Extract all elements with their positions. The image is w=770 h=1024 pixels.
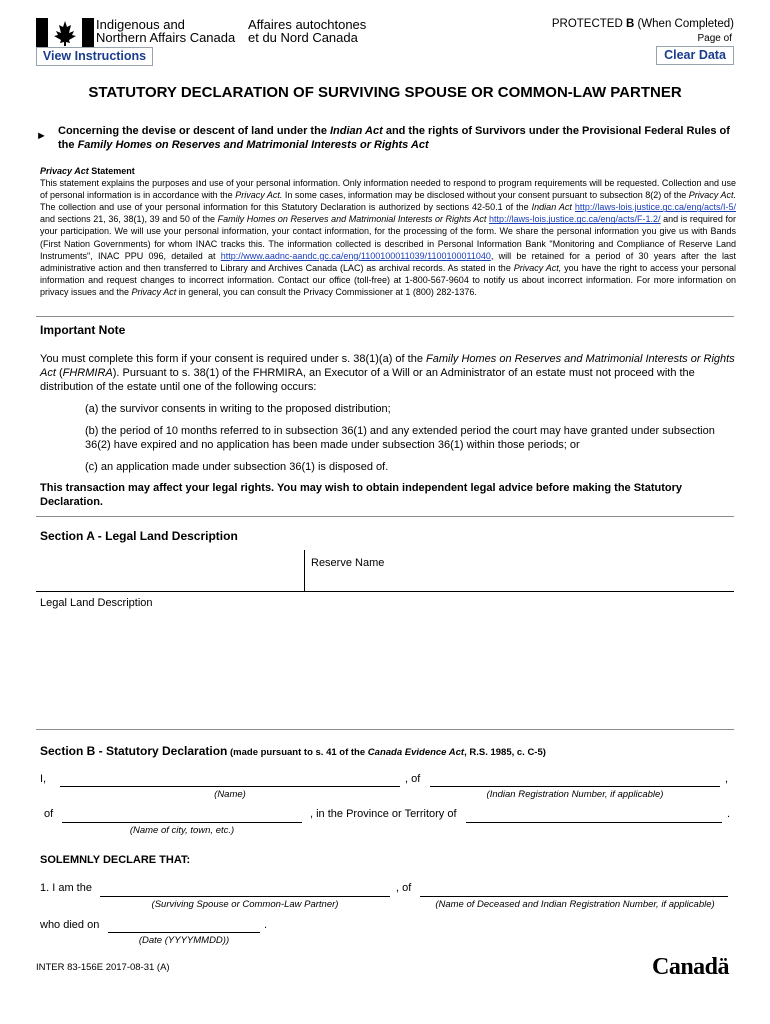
divider (36, 516, 734, 517)
canada-flag-icon (36, 18, 94, 47)
legal-land-description-label: Legal Land Description (40, 597, 153, 609)
field-divider (304, 550, 305, 592)
reserve-name-label: Reserve Name (311, 557, 385, 569)
date-of-death-field[interactable] (108, 932, 260, 933)
privacy-body: This statement explains the purposes and use of your personal information. Only information needed to respond to program requirements will be requested. Collection and use of personal information is in accordance with the Privacy Act. In some cases, information may be disclosed without your consent pursuant to subsection 8(2) of the Privacy Act. The collection and use of your personal information for this Statutory Declaration is authorized by sections 42-50.1 of the Indian Act http://laws-lois.justice.gc.ca/eng/acts/I-5/ and sections 21, 36, 38(1), 39 and 50 of the Family Homes on Reserves and Matrimonial Interests or Rights Act http://laws-lois.justice.gc.ca/eng/acts/F-1.2/ and is required for your participation. We will use your personal information, your contact information, for the processing of the form. We share the personal information you give us with Bands (First Nation Governments) for whom INAC tracks this. The information collected is described in Personal Information Bank "Monitoring and Compliance of Reserve Land Instruments", INAC PPU 096, detailed at http://www.aadnc-aandc.gc.ca/eng/1100100011039/1100100011040, will be retained for a period of 30 years after the last administrative action and then transferred to Library and Archives Canada (LAC) as archival records. As stated in the Privacy Act, you have the right to access your personal information and request changes to incorrect information. Contact our office (toll-free) at 1-800-567-9604 to notify us about incorrect information. For more information on privacy issues and the Privacy Act in general, you can consult the Privacy Commissioner at 1 (800) 282-1376. (40, 178, 736, 297)
spouse-caption: (Surviving Spouse or Common-Law Partner) (151, 899, 339, 910)
indian-registration-caption: (Indian Registration Number, if applicable) (486, 789, 664, 800)
relationship-field[interactable] (100, 896, 390, 897)
deceased-name-field[interactable] (420, 896, 728, 897)
i-label: I, (40, 773, 47, 785)
pib-link[interactable]: http://www.aadnc-aandc.gc.ca/eng/1100100011039/1100100011040 (220, 250, 491, 261)
divider (36, 316, 734, 317)
department-name-en (96, 18, 235, 44)
of-label-2: of (44, 808, 54, 820)
date-caption: (Date (YYYYMMDD)) (138, 935, 230, 946)
page-title: STATUTORY DECLARATION OF SURVIVING SPOUSE OR COMMON-LAW PARTNER (88, 84, 682, 101)
form-code: INTER 83-156E 2017-08-31 (A) (36, 962, 170, 973)
period-label: . (727, 808, 731, 820)
department-name-fr (248, 18, 366, 44)
of-label-3: , of (396, 882, 412, 894)
declarant-indian-registration-field[interactable] (430, 786, 720, 787)
page-number: Page of (697, 33, 732, 44)
view-instructions-button[interactable]: View Instructions (36, 47, 153, 66)
of-label: , of (405, 773, 421, 785)
condition-b: (b) the period of 10 months referred to in subsection 36(1) and any extended period the court may have granted under subsection 36(2) have expired and no application has been made under subsection 36(1) within those periods; or (85, 425, 715, 451)
legal-rights-warning: This transaction may affect your legal rights. You may wish to obtain independent legal advice before making the Statutory Declaration. (40, 482, 683, 508)
dept-fr-line2: et du Nord Canada (248, 30, 358, 45)
field-border (36, 591, 734, 592)
canada-wordmark: Canadä (652, 954, 730, 980)
province-label: , in the Province or Territory of (310, 808, 457, 820)
comma-label: , (725, 773, 729, 785)
important-note-intro: You must complete this form if your consent is required under s. 38(1)(a) of the Family Homes on Reserves and Matrimonial Interests or Rights Act (FHRMIRA). Pursuant to s. 38(1) of the FHRMIRA, an Executor of a Will or an Administrator of an estate must not proceed with the distribution of the estate until one of the following occurs: (40, 353, 735, 393)
important-note-heading: Important Note (40, 323, 126, 337)
divider (36, 729, 734, 730)
solemnly-declare-heading: SOLEMNLY DECLARE THAT: (40, 854, 191, 866)
died-on-label: who died on (40, 919, 100, 931)
dept-en-line2: Northern Affairs Canada (96, 30, 236, 45)
dept-fr-line1: Affaires autochtones (248, 17, 367, 32)
province-field[interactable] (466, 822, 722, 823)
declarant-name-field[interactable] (60, 786, 400, 787)
fhrmira-link[interactable]: http://laws-lois.justice.gc.ca/eng/acts/F-1.2/ (488, 214, 661, 225)
condition-a: (a) the survivor consents in writing to the proposed distribution; (85, 403, 391, 415)
section-a-title: Section A - Legal Land Description (40, 529, 238, 543)
period-label-2: . (264, 919, 268, 931)
protected-label: PROTECTED B (When Completed) (551, 18, 734, 30)
privacy-statement (40, 165, 736, 298)
condition-c: (c) an application made under subsection 36(1) is disposed of. (85, 461, 389, 473)
dept-en-line1: Indigenous and (96, 17, 185, 32)
indian-act-link[interactable]: http://laws-lois.justice.gc.ca/eng/acts/I-5/ (574, 202, 736, 213)
section-b-title: Section B - Statutory Declaration (made pursuant to s. 41 of the Canada Evidence Act, R.S. 1985, c. C-5) (40, 744, 546, 758)
reserve-name-field[interactable] (310, 552, 730, 590)
concerning-text: Concerning the devise or descent of land under the Indian Act and the rights of Survivors under the Provisional Federal Rules of the Family Homes on Reserves and Matrimonial Interests or Rights Act (58, 125, 730, 151)
deceased-caption: (Name of Deceased and Indian Registration Number, if applicable) (435, 899, 715, 910)
legal-land-description-field[interactable] (40, 612, 730, 724)
clear-data-button[interactable]: Clear Data (656, 46, 734, 65)
city-field[interactable] (62, 822, 302, 823)
city-caption: (Name of city, town, etc.) (129, 825, 235, 836)
name-caption: (Name) (214, 789, 246, 800)
privacy-heading: Privacy Act Statement (40, 166, 135, 176)
arrow-right-icon: ► (36, 130, 47, 142)
item1-label: 1. I am the (40, 882, 92, 894)
